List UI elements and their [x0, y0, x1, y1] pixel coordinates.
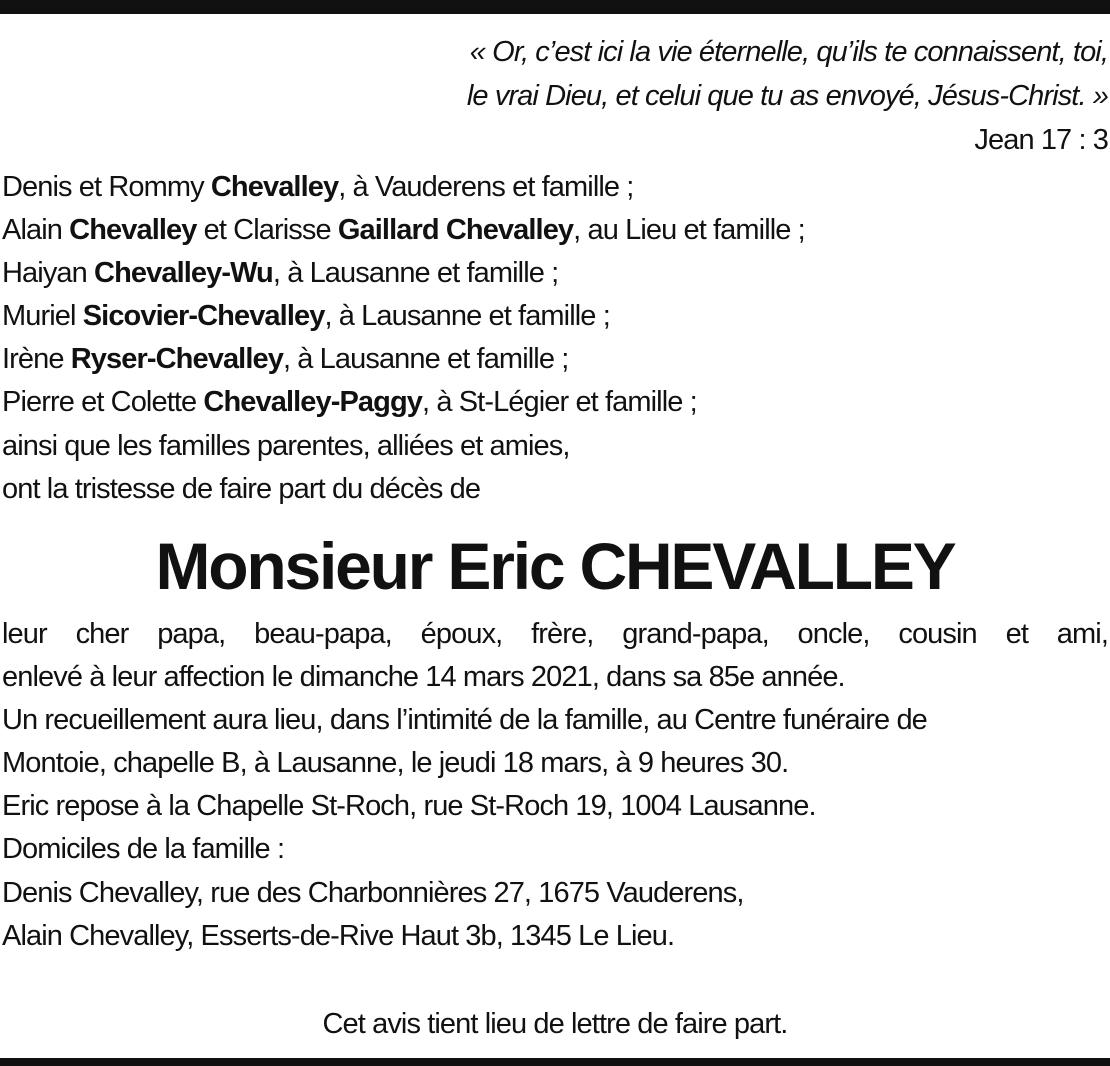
verse-line-1: « Or, c’est ici la vie éternelle, qu’ils te connaissent, toi,: [469, 36, 1108, 68]
family-line: [2, 338, 1108, 381]
body-line: Domiciles de la famille :: [2, 833, 285, 866]
family-line: [2, 295, 1108, 338]
verse-reference: Jean 17 : 3: [974, 124, 1108, 156]
body-line: Un recueillement aura lieu, dans l’intimité de la famille, au Centre funéraire de: [2, 704, 927, 737]
body-line: enlevé à leur affection le dimanche 14 mars 2021, dans sa 85e année.: [2, 661, 845, 694]
top-border-rule: [0, 0, 1110, 14]
family-text: Pierre et Colette: [2, 386, 204, 419]
family-text: , à Lausanne et famille ;: [272, 257, 559, 290]
family-announcement: [2, 166, 1108, 511]
body-line: Eric repose à la Chapelle St-Roch, rue St-Roch 19, 1004 Lausanne.: [2, 790, 816, 823]
family-surname: Sicovier-Chevalley: [82, 300, 325, 333]
verse-line-2: le vrai Dieu, et celui que tu as envoyé, Jésus-Christ. »: [466, 80, 1108, 112]
family-line: [2, 209, 1108, 252]
deceased-name: Monsieur Eric CHEVALLEY: [155, 529, 955, 603]
body-line: Montoie, chapelle B, à Lausanne, le jeudi 18 mars, à 9 heures 30.: [2, 747, 789, 780]
family-text: , à Vauderens et famille ;: [338, 171, 634, 203]
family-text: , à St-Légier et famille ;: [422, 386, 697, 419]
family-text: et Clarisse: [196, 214, 338, 247]
family-line: [2, 425, 1108, 468]
body-line: leur cher papa, beau-papa, époux, frère, grand-papa, oncle, cousin et ami,: [2, 618, 1108, 650]
family-line: [2, 381, 1108, 424]
family-surname: Ryser-Chevalley: [70, 343, 283, 376]
family-text: , à Lausanne et famille ;: [282, 343, 569, 376]
family-text: Alain: [2, 214, 70, 247]
family-line: [2, 252, 1108, 295]
bottom-border-rule: [0, 1058, 1110, 1066]
family-line: [2, 468, 1108, 511]
family-surname: Chevalley: [69, 214, 197, 247]
family-surname: Chevalley-Paggy: [203, 386, 423, 419]
family-text: Muriel: [2, 300, 83, 333]
closing-note: Cet avis tient lieu de lettre de faire part.: [322, 1008, 788, 1040]
family-text: ainsi que les familles parentes, alliées et amies,: [2, 429, 570, 462]
family-surname: Chevalley: [210, 171, 339, 203]
family-surname: Gaillard Chevalley: [337, 214, 574, 247]
family-line: [2, 166, 1108, 209]
family-text: Irène: [2, 343, 71, 376]
family-text: Denis et Rommy: [2, 171, 211, 203]
family-text: , au Lieu et famille ;: [573, 214, 805, 247]
body-line: Alain Chevalley, Esserts-de-Rive Haut 3b, 1345 Le Lieu.: [2, 919, 675, 952]
family-text: , à Lausanne et famille ;: [324, 300, 610, 333]
family-surname: Chevalley-Wu: [94, 257, 273, 290]
body-line: Denis Chevalley, rue des Charbonnières 27, 1675 Vauderens,: [2, 876, 744, 909]
family-text: Haiyan: [2, 257, 95, 290]
obituary-body: [2, 613, 1108, 958]
bible-verse: [108, 30, 1108, 162]
family-text: ont la tristesse de faire part du décès de: [2, 472, 481, 505]
